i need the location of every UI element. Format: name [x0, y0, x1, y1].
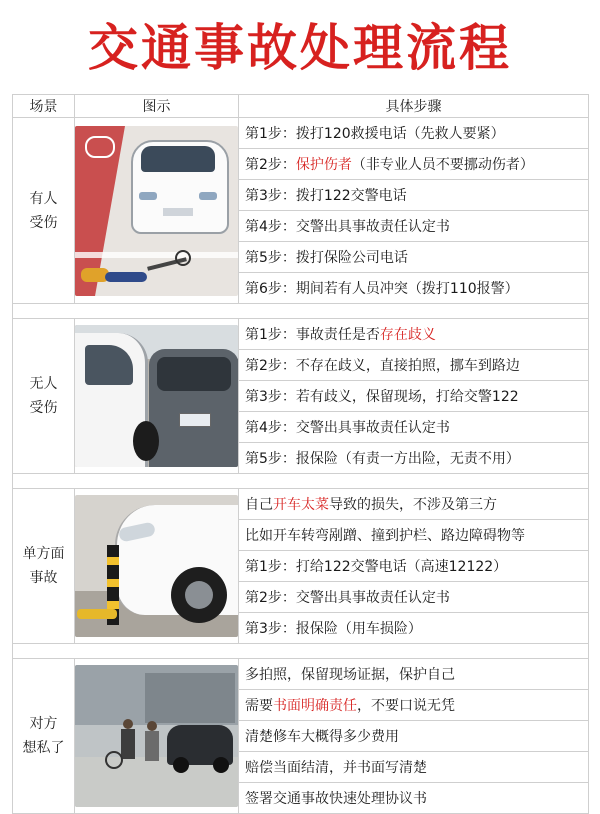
step-text-part: 第4步：交警出具事故责任认定书	[245, 219, 450, 235]
step-text	[239, 551, 589, 582]
highlighted-text: 保护伤者	[295, 157, 352, 173]
step-text-part: 第2步：不存在歧义，直接拍照，挪车到路边	[245, 358, 520, 374]
step-text	[239, 443, 589, 474]
step-text-part: 第6步：期间若有人员冲突（拨打110报警）	[245, 281, 519, 297]
step-text-part: 第1步：事故责任是否	[245, 327, 380, 343]
step-text-part: 多拍照，保留现场证据，保护自己	[245, 667, 455, 683]
table-header-row	[13, 95, 589, 118]
highlighted-text: 存在歧义	[379, 327, 436, 343]
step-text-part: 比如开车转弯剐蹭、撞到护栏、路边障碍物等	[245, 528, 525, 544]
step-text-part: 清楚修车大概得多少费用	[245, 729, 399, 745]
step-text	[239, 350, 589, 381]
header-scene: 场景	[13, 95, 75, 118]
step-text	[239, 721, 589, 752]
step-text	[239, 582, 589, 613]
step-text-part: （非专业人员不要挪动伤者）	[351, 157, 534, 173]
table-row	[13, 489, 589, 520]
car-hit-bollard-photo	[75, 495, 238, 637]
step-text-part: 第2步：交警出具事故责任认定书	[245, 590, 450, 606]
step-text	[239, 613, 589, 644]
section-spacer	[13, 644, 589, 659]
step-text-part: 第1步：拨打120救援电话（先救人要紧）	[245, 126, 505, 142]
step-text-part: 赔偿当面结清，并书面写清楚	[245, 760, 427, 776]
step-text-part: 第5步：报保险（有责一方出险，无责不用）	[245, 451, 520, 467]
step-text-part: 自己	[245, 497, 273, 513]
table-row	[13, 659, 589, 690]
step-text-part: 第3步：若有歧义，保留现场，打给交警122	[245, 389, 519, 405]
page-title: 交通事故处理流程	[88, 19, 512, 77]
section-spacer	[13, 304, 589, 319]
illustration-cell	[75, 319, 239, 474]
scene-label: 有人 受伤	[13, 118, 75, 304]
street-scene-photo	[75, 665, 238, 807]
highlighted-text: 书面明确责任	[273, 698, 357, 714]
step-text-part: 第3步：报保险（用车损险）	[245, 621, 422, 637]
step-text-part: 第4步：交警出具事故责任认定书	[245, 420, 450, 436]
scene-label: 无人 受伤	[13, 319, 75, 474]
step-text-part: 第2步：	[245, 157, 296, 173]
step-text	[239, 381, 589, 412]
illustration-cell	[75, 489, 239, 644]
step-text	[239, 273, 589, 304]
step-text	[239, 118, 589, 149]
scene-label: 对方 想私了	[13, 659, 75, 814]
step-text	[239, 489, 589, 520]
process-table	[12, 94, 589, 814]
step-text	[239, 211, 589, 242]
step-text-part: 第3步：拨打122交警电话	[245, 188, 407, 204]
step-text	[239, 149, 589, 180]
table-row	[13, 118, 589, 149]
step-text-part: 导致的损失，不涉及第三方	[329, 497, 497, 513]
scene-label: 单方面 事故	[13, 489, 75, 644]
step-text	[239, 180, 589, 211]
illustration-cell	[75, 118, 239, 304]
step-text	[239, 752, 589, 783]
step-text	[239, 783, 589, 814]
step-text-part: 第1步：打给122交警电话（高速12122）	[245, 559, 508, 575]
step-text	[239, 319, 589, 350]
step-text-part: 第5步：拨打保险公司电话	[245, 250, 408, 266]
step-text	[239, 520, 589, 551]
scraped-cars-photo	[75, 325, 238, 467]
step-text	[239, 659, 589, 690]
header-image: 图示	[75, 95, 239, 118]
section-spacer	[13, 474, 589, 489]
injured-person-car-accident-photo	[75, 126, 238, 296]
step-text	[239, 242, 589, 273]
illustration-cell	[75, 659, 239, 814]
highlighted-text: 开车太菜	[273, 497, 329, 513]
step-text-part: 签署交通事故快速处理协议书	[245, 791, 427, 807]
step-text-part: 需要	[245, 698, 273, 714]
header-steps: 具体步骤	[239, 95, 589, 118]
step-text	[239, 690, 589, 721]
step-text	[239, 412, 589, 443]
table-row	[13, 319, 589, 350]
step-text-part: ，不要口说无凭	[357, 698, 455, 714]
